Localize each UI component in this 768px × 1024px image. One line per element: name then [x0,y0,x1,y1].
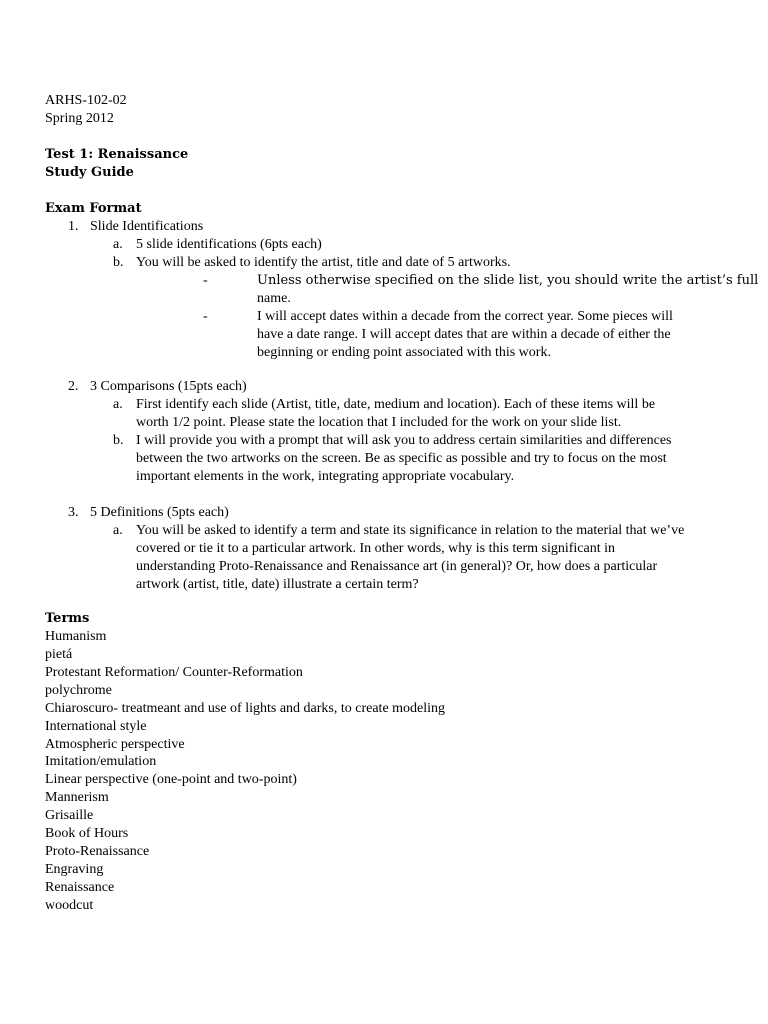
term-item: Book of Hours [45,826,129,841]
study-guide-title: Study Guide [45,165,134,180]
item-text: between the two artworks on the screen. Be as specific as possible and try to focus on the most [136,451,667,466]
term-item: Protestant Reformation/ Counter-Reformation [45,665,303,680]
item-text: artwork (artist, title, date) illustrate a certain term? [136,577,419,592]
test-title: Test 1: Renaissance [45,147,189,162]
item-text: worth 1/2 point. Please state the location that I included for the work on your slide list. [136,415,622,430]
item-text: important elements in the work, integrating appropriate vocabulary. [136,469,515,484]
item-marker: a. [113,397,123,412]
note-line: I will accept dates within a decade from the correct year. Some pieces will [257,309,673,324]
item-text: understanding Proto-Renaissance and Renaissance art (in general)? Or, how does a particular [136,559,658,574]
term-item: woodcut [45,898,94,913]
note-line: beginning or ending point associated with this work. [257,345,551,360]
note-line: Unless otherwise specified on the slide list, you should write the artist’s full [257,273,759,288]
section-number: 3. [68,505,79,520]
item-text: I will provide you with a prompt that will ask you to address certain similarities and differences [136,433,672,448]
note-line: have a date range. I will accept dates that are within a decade of either the [257,327,671,342]
item-marker: b. [113,255,124,270]
term-item: Imitation/emulation [45,754,157,769]
term-item: Humanism [45,629,107,644]
item-text: You will be asked to identify the artist, title and date of 5 artworks. [136,255,511,270]
note-dash: - [203,309,208,324]
term-item: Chiaroscuro- treatmeant and use of lights and darks, to create modeling [45,701,446,716]
item-marker: b. [113,433,124,448]
section-title: Slide Identifications [90,219,204,234]
term-item: Linear perspective (one-point and two-point) [45,772,297,787]
terms-heading: Terms [45,611,90,626]
term: Spring 2012 [45,111,114,126]
note-line: name. [257,291,291,306]
item-text: 5 slide identifications (6pts each) [136,237,322,252]
term-item: Mannerism [45,790,109,805]
item-marker: a. [113,523,123,538]
term-item: International style [45,719,147,734]
term-item: Grisaille [45,808,94,823]
item-text: You will be asked to identify a term and state its significance in relation to the material that we’ve [136,523,685,538]
note-dash: - [203,273,208,288]
term-item: Renaissance [45,880,115,895]
section-title: 5 Definitions (5pts each) [90,505,229,520]
term-item: Atmospheric perspective [45,737,185,752]
item-text: covered or tie it to a particular artwork. In other words, why is this term significant in [136,541,615,556]
item-marker: a. [113,237,123,252]
term-item: pietá [45,647,73,662]
section-title: 3 Comparisons (15pts each) [90,379,247,394]
item-text: First identify each slide (Artist, title, date, medium and location). Each of these items will be [136,397,656,412]
course-code: ARHS-102-02 [45,93,127,108]
section-number: 2. [68,379,79,394]
term-item: Proto-Renaissance [45,844,150,859]
section-number: 1. [68,219,79,234]
term-item: polychrome [45,683,112,698]
term-item: Engraving [45,862,104,877]
exam-format-heading: Exam Format [45,201,142,216]
